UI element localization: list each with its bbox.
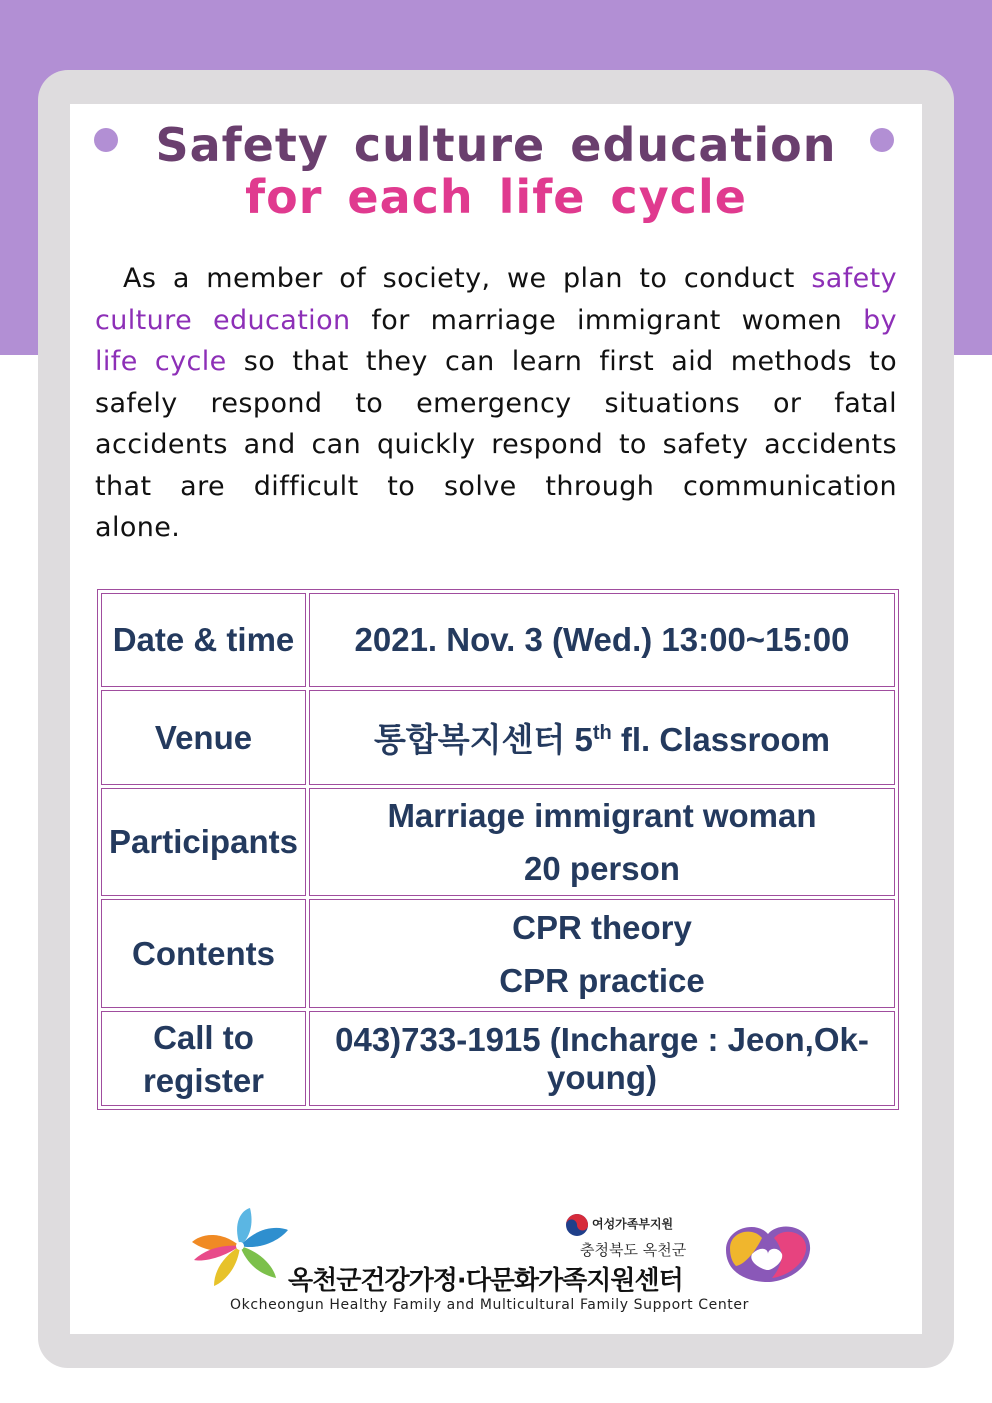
table-row-contents [101,899,895,1008]
contents-line-2: CPR practice [499,961,705,999]
venue-label: Venue [101,690,306,785]
contents-value [309,899,895,1008]
title-line-2: for each life cycle [245,170,747,224]
region-label: 충청북도 옥천군 [580,1241,687,1259]
intro-highlight-2: by life cycle [95,304,897,377]
venue-value-sup: th [592,722,612,744]
footer-logos [188,1208,828,1318]
venue-value-main: 통합복지센터 5 [374,721,593,758]
intro-paragraph [95,258,897,549]
register-value: 043)733-1915 (Incharge : Jeon,Ok-young) [309,1011,895,1106]
table-row-venue [101,690,895,785]
participants-label: Participants [101,788,306,896]
org-name-ko: 옥천군건강가정·다문화가족지원센터 [288,1266,683,1296]
intro-highlight-1: safety culture education [95,263,898,336]
intro-text-3: so that they can learn first aid methods to safely respond to emergency situations or fatal accidents and can quickly respond to safety accidents that are difficult to solve through communication alone. [95,346,897,543]
intro-text-1: As a member of society, we plan to conduct [123,263,795,294]
venue-value-rest: fl. Classroom [611,721,830,758]
register-label-line-1: Call to [153,1018,254,1056]
title-line-1: Safety culture education [155,118,837,172]
contents-line-1: CPR theory [512,908,692,946]
intro-text-2: for marriage immigrant women [350,304,864,336]
participants-line-1: Marriage immigrant woman [387,797,817,834]
org-name-en: Okcheongun Healthy Family and Multicultural Family Support Center [230,1297,749,1313]
event-info-table [97,589,899,1110]
venue-value [309,690,895,785]
ministry-label: 여성가족부지원 [592,1217,674,1231]
heart-logo-icon [716,1220,816,1286]
register-label-line-2: register [142,1061,265,1099]
table-row-date [101,593,895,687]
contents-label: Contents [101,899,306,1008]
taeguk-icon [565,1213,589,1237]
table-row-participants [101,788,895,896]
date-value: 2021. Nov. 3 (Wed.) 13:00~15:00 [309,593,895,687]
table-row-register [101,1011,895,1106]
register-label [101,1011,306,1106]
date-label: Date & time [101,593,306,687]
participants-line-2: 20 person [524,850,680,887]
participants-value [309,788,895,896]
flower-logo-icon [188,1208,298,1288]
